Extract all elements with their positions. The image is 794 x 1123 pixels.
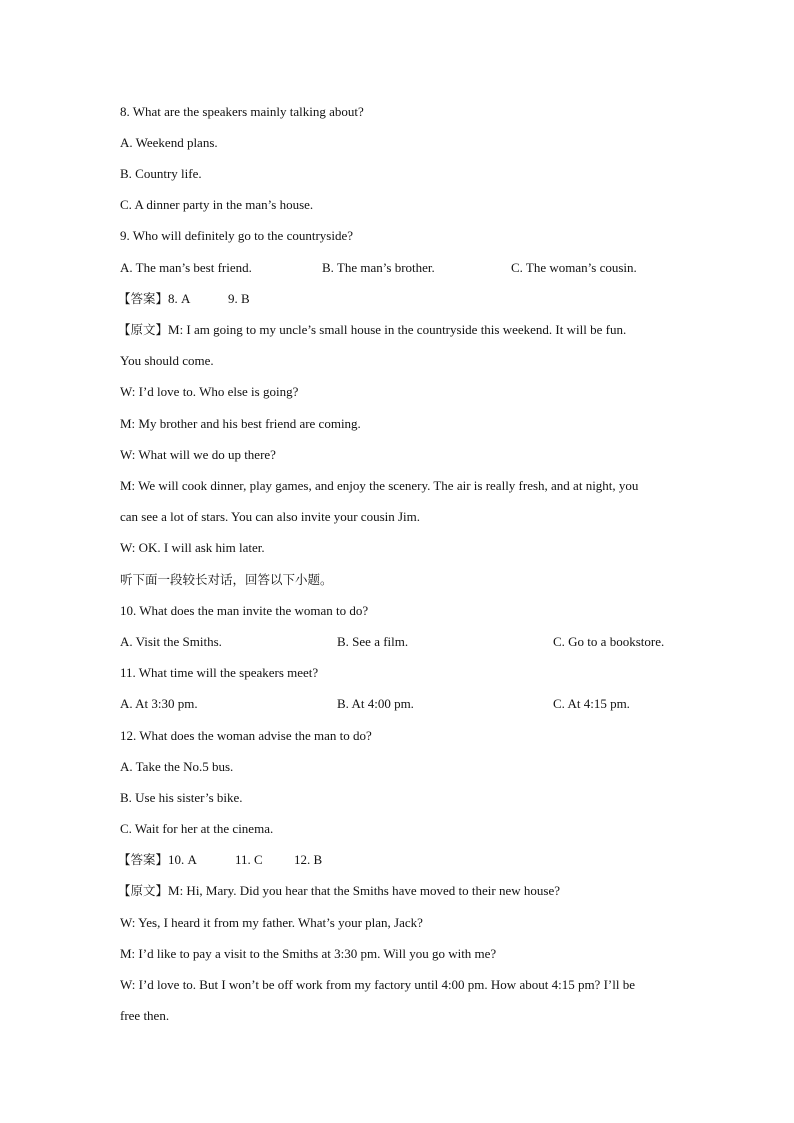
question-12: 12. What does the woman advise the man to do? <box>120 728 372 743</box>
section-instruction: 听下面一段较长对话，回答以下小题。 <box>120 572 333 587</box>
transcript-2-line-1 <box>118 882 560 900</box>
q9-option-b: B. The man’s brother. <box>322 260 435 275</box>
transcript-1-line-7: can see a lot of stars. You can also invite your cousin Jim. <box>120 509 421 524</box>
transcript-1-line-2: You should come. <box>120 353 214 368</box>
answer-label: 【答案】 <box>118 291 169 306</box>
q11-option-b: B. At 4:00 pm. <box>337 696 414 711</box>
transcript-label: 【原文】 <box>118 883 169 898</box>
q8-option-c: C. A dinner party in the man’s house. <box>120 197 314 212</box>
transcript-label: 【原文】 <box>118 322 169 337</box>
answer-item: 11. C <box>235 852 263 867</box>
q8-option-a: A. Weekend plans. <box>120 135 218 150</box>
answer-label: 【答案】 <box>118 852 169 867</box>
question-9: 9. Who will definitely go to the countryside? <box>120 228 353 243</box>
answer-item: 9. B <box>228 291 250 306</box>
transcript-2-line-2: W: Yes, I heard it from my father. What’s your plan, Jack? <box>120 915 423 930</box>
q12-option-b: B. Use his sister’s bike. <box>120 790 243 805</box>
transcript-1-line-8: W: OK. I will ask him later. <box>120 540 265 555</box>
transcript-2-line-5: free then. <box>120 1008 170 1023</box>
question-8: 8. What are the speakers mainly talking about? <box>120 104 364 119</box>
q9-option-c: C. The woman’s cousin. <box>511 260 637 275</box>
q10-option-b: B. See a film. <box>337 634 409 649</box>
answer-block-1 <box>118 290 190 308</box>
q11-option-a: A. At 3:30 pm. <box>120 696 198 711</box>
q11-option-c: C. At 4:15 pm. <box>553 696 630 711</box>
transcript-1-line-5: W: What will we do up there? <box>120 447 276 462</box>
transcript-text: M: I am going to my uncle’s small house in the countryside this weekend. It will be fun. <box>168 322 627 337</box>
transcript-1-line-1 <box>118 321 626 339</box>
q10-option-a: A. Visit the Smiths. <box>120 634 222 649</box>
answer-item: 12. B <box>294 852 323 867</box>
transcript-1-line-6: M: We will cook dinner, play games, and enjoy the scenery. The air is really fresh, and at night, you <box>120 478 639 493</box>
answer-item: 8. A <box>168 291 191 306</box>
transcript-1-line-4: M: My brother and his best friend are coming. <box>120 416 361 431</box>
q12-option-c: C. Wait for her at the cinema. <box>120 821 274 836</box>
answer-block-2 <box>118 851 197 869</box>
q10-option-c: C. Go to a bookstore. <box>553 634 665 649</box>
transcript-2-line-4: W: I’d love to. But I won’t be off work from my factory until 4:00 pm. How about 4:15 pm? I’ll be <box>120 977 635 992</box>
q9-option-a: A. The man’s best friend. <box>120 260 252 275</box>
question-11: 11. What time will the speakers meet? <box>120 665 319 680</box>
transcript-text: M: Hi, Mary. Did you hear that the Smiths have moved to their new house? <box>168 883 560 898</box>
transcript-2-line-3: M: I’d like to pay a visit to the Smiths at 3:30 pm. Will you go with me? <box>120 946 497 961</box>
q12-option-a: A. Take the No.5 bus. <box>120 759 234 774</box>
answer-item: 10. A <box>168 852 197 867</box>
transcript-1-line-3: W: I’d love to. Who else is going? <box>120 384 299 399</box>
question-10: 10. What does the man invite the woman to do? <box>120 603 369 618</box>
q8-option-b: B. Country life. <box>120 166 202 181</box>
